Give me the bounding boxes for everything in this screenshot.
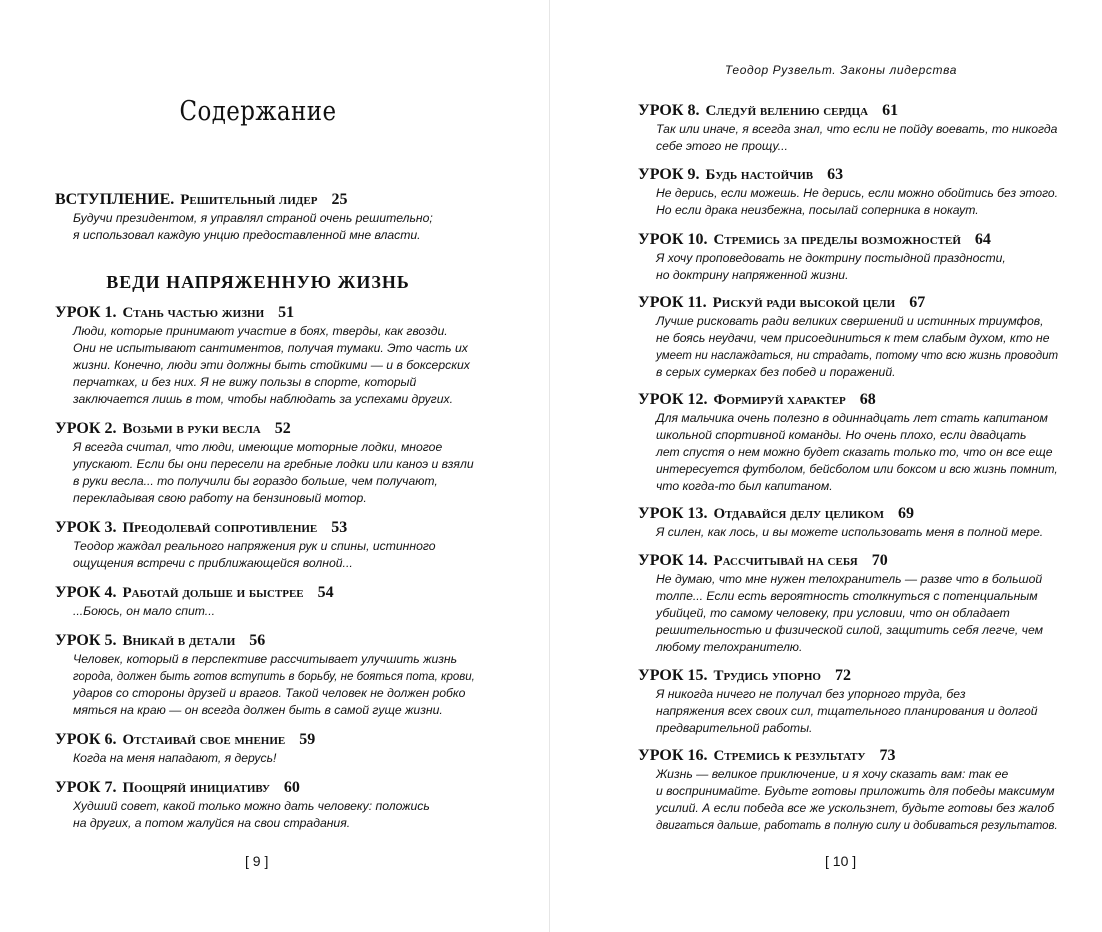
entry-label: УРОК 7. — [55, 779, 117, 796]
quote-line: на других, а потом жалуйся на свои страдания. — [73, 816, 351, 830]
toc-entry — [638, 101, 1058, 155]
entry-quote — [656, 410, 1058, 495]
toc-entry — [638, 551, 1058, 656]
page-number: [ 10 ] — [825, 853, 857, 869]
quote-line: не боясь неудачи, чем присоединиться к тем слабым духом, кто не — [656, 331, 1050, 345]
toc-entry — [638, 504, 1058, 541]
quote-line: умеет ни наслаждаться, ни страдать, потому что всю жизнь проводит — [656, 348, 1059, 362]
quote-line: ...Боюсь, он мало спит... — [73, 604, 215, 618]
entry-heading — [55, 303, 475, 323]
quote-line: что когда-то был капитаном. — [656, 479, 833, 493]
toc-entry — [55, 778, 475, 832]
entry-title: Рассчитывай на себя — [713, 553, 858, 569]
entry-quote — [656, 686, 1058, 737]
entry-page-number: 63 — [827, 166, 844, 183]
entry-label: УРОК 1. — [55, 304, 117, 321]
quote-line: Для мальчика очень полезно в одиннадцать лет стать капитаном — [656, 411, 1048, 425]
entry-label: УРОК 10. — [638, 231, 708, 248]
entry-page-number: 69 — [898, 505, 914, 522]
entry-page-number: 67 — [909, 294, 926, 311]
entry-heading — [638, 293, 1058, 313]
left-page — [0, 0, 549, 932]
quote-line: решительностью и физической силой, защитить себя легче, чем — [656, 623, 1043, 637]
entry-label: УРОК 2. — [55, 420, 117, 437]
entry-label: УРОК 8. — [638, 102, 700, 119]
toc-entry — [55, 518, 475, 572]
entry-page-number: 56 — [249, 632, 266, 649]
quote-line: Я всегда считал, что люди, имеющие моторные лодки, многое — [73, 440, 443, 454]
entry-label: УРОК 5. — [55, 632, 117, 649]
entry-label: ВСТУПЛЕНИЕ. — [55, 191, 175, 208]
entry-label: УРОК 11. — [638, 294, 707, 311]
quote-line: заключается лишь в том, чтобы наблюдать за успехами других. — [73, 392, 453, 406]
entry-title: Вникай в детали — [122, 633, 236, 649]
entry-quote — [656, 524, 1058, 541]
entry-heading — [638, 230, 1058, 250]
entry-title: Рискуй ради высокой цели — [712, 295, 896, 311]
entry-quote — [73, 603, 475, 620]
entry-quote — [656, 250, 1058, 284]
entry-label: УРОК 16. — [638, 747, 708, 764]
quote-line: толпе... Если есть вероятность столкнуться с потенциальным — [656, 589, 1038, 603]
toc-entry — [55, 730, 475, 767]
quote-line: Я хочу проповедовать не доктрину постыдной праздности, — [656, 251, 1006, 265]
quote-line: Лучше рисковать ради великих свершений и истинных триумфов, — [656, 314, 1044, 328]
quote-line: предварительной работы. — [656, 721, 813, 735]
entry-title: Преодолевай сопротивление — [122, 520, 318, 536]
entry-heading — [55, 730, 475, 750]
entry-label: УРОК 9. — [638, 166, 700, 183]
entry-title: Отдавайся делу целиком — [713, 506, 884, 522]
entry-title: Стань частью жизни — [122, 305, 265, 321]
entry-page-number: 53 — [331, 519, 348, 536]
quote-line: Но если драка неизбежна, посылай соперника в нокаут. — [656, 203, 979, 217]
toc-entry — [55, 303, 475, 408]
entry-heading — [638, 504, 1058, 524]
entry-label: УРОК 14. — [638, 552, 708, 569]
entry-quote — [73, 798, 475, 832]
quote-line: школьной спортивной команды. Но очень плохо, если двадцать — [656, 428, 1027, 442]
entry-title: Формируй характер — [713, 392, 846, 408]
toc-entry — [638, 746, 1058, 834]
entry-label: УРОК 12. — [638, 391, 708, 408]
entry-heading — [55, 583, 475, 603]
quote-line: упускают. Если бы они пересели на гребные лодки или каноэ и взяли — [73, 457, 474, 471]
quote-line: убийцей, то самому человеку, при условии, что он обладает — [656, 606, 1010, 620]
entry-title: Возьми в руки весла — [122, 421, 261, 437]
entry-page-number: 73 — [879, 747, 896, 764]
entry-page-number: 68 — [859, 391, 876, 408]
entry-heading — [638, 390, 1058, 410]
quote-line: перекладывая свою работу на бензиновый мотор. — [73, 491, 367, 505]
entry-heading — [638, 551, 1058, 571]
entry-page-number: 59 — [299, 731, 316, 748]
page-number: [ 9 ] — [245, 853, 269, 869]
entry-title: Работай дольше и быстрее — [122, 585, 304, 601]
right-page — [550, 0, 1102, 932]
entry-quote — [73, 750, 475, 767]
entry-quote — [73, 538, 475, 572]
quote-line: Не дерись, если можешь. Не дерись, если можно обойтись без этого. — [656, 186, 1058, 200]
quote-line: Не думаю, что мне нужен телохранитель — разве что в большой — [656, 572, 1043, 586]
entry-heading — [638, 746, 1058, 766]
entry-label: УРОК 13. — [638, 505, 708, 522]
entry-quote — [656, 571, 1058, 656]
entry-heading — [55, 518, 475, 538]
entry-title: Стремись к результату — [713, 748, 866, 764]
quote-line: себе этого не прощу... — [656, 139, 788, 153]
entry-quote — [73, 210, 475, 244]
quote-line: ощущения встречи с приближающейся волной... — [73, 556, 353, 570]
toc-entry — [638, 293, 1058, 381]
quote-line: любому телохранителю. — [656, 640, 803, 654]
entry-quote — [656, 185, 1058, 219]
quote-line: Я никогда ничего не получал без упорного труда, без — [656, 687, 966, 701]
entry-quote — [656, 121, 1058, 155]
quote-line: двигаться дальше, работать в полную силу и добиваться результатов. — [656, 818, 1058, 832]
toc-entry — [55, 190, 475, 244]
entry-page-number: 60 — [283, 779, 300, 796]
section-heading: ВЕДИ НАПРЯЖЕННУЮ ЖИЗНЬ — [106, 272, 410, 292]
quote-line: перчатках, и без них. Я не вижу пользы в спорте, который — [73, 375, 417, 389]
entry-label: УРОК 3. — [55, 519, 117, 536]
entry-page-number: 51 — [278, 304, 295, 321]
entry-heading — [55, 631, 475, 651]
quote-line: Они не испытывают сантиментов, получая тумаки. Это часть их — [73, 341, 468, 355]
entry-page-number: 61 — [882, 102, 899, 119]
toc-entry — [638, 165, 1058, 219]
entry-heading — [55, 419, 475, 439]
quote-line: усилий. А если победа все же ускользнет, будьте готовы без жалоб — [656, 801, 1055, 815]
entry-heading — [638, 666, 1058, 686]
entry-page-number: 25 — [331, 191, 348, 208]
entry-heading — [638, 101, 1058, 121]
quote-line: ударов со стороны друзей и врагов. Такой человек не должен робко — [73, 686, 466, 700]
toc-entry — [55, 419, 475, 507]
quote-line: Жизнь — великое приключение, и я хочу сказать вам: так ее — [656, 767, 1009, 781]
quote-line: мяться на краю — он всегда должен быть в самой гуще жизни. — [73, 703, 443, 717]
entry-quote — [73, 323, 475, 408]
entry-quote — [656, 766, 1058, 834]
quote-line: города, должен быть готов вступить в борьбу, не бояться пота, крови, — [73, 669, 475, 683]
entry-title: Трудись упорно — [713, 668, 821, 684]
toc-entry — [55, 583, 475, 620]
quote-line: Худший совет, какой только можно дать человеку: положись — [73, 799, 430, 813]
entry-page-number: 64 — [974, 231, 991, 248]
quote-line: в серых сумерках без побед и поражений. — [656, 365, 896, 379]
entry-quote — [73, 651, 475, 719]
running-head: Теодор Рузвельт. Законы лидерства — [724, 63, 957, 77]
entry-quote — [656, 313, 1058, 381]
toc-entry — [55, 631, 475, 719]
entry-label: УРОК 6. — [55, 731, 117, 748]
quote-line: Так или иначе, я всегда знал, что если не пойду воевать, то никогда — [656, 122, 1058, 136]
quote-line: Люди, которые принимают участие в боях, тверды, как гвозди. — [73, 324, 448, 338]
entry-page-number: 72 — [835, 667, 851, 684]
entry-title: Будь настойчив — [705, 167, 814, 183]
entry-heading — [638, 165, 1058, 185]
entry-title: Следуй велению сердца — [705, 103, 869, 119]
quote-line: Я силен, как лось, и вы можете использовать меня в полной мере. — [656, 525, 1044, 539]
entry-page-number: 54 — [317, 584, 334, 601]
quote-line: и воспринимайте. Будьте готовы приложить для победы максимум — [656, 784, 1055, 798]
quote-line: Теодор жаждал реального напряжения рук и спины, истинного — [73, 539, 436, 553]
entry-page-number: 70 — [871, 552, 888, 569]
quote-line: я использовал каждую унцию предоставленной мне власти. — [73, 228, 421, 242]
quote-line: Будучи президентом, я управлял страной очень решительно; — [73, 211, 433, 225]
entry-quote — [73, 439, 475, 507]
entry-title: Поощряй инициативу — [122, 780, 270, 796]
quote-line: Человек, который в перспективе рассчитывает улучшить жизнь — [73, 652, 458, 666]
entry-title: Стремись за пределы возможностей — [713, 232, 961, 248]
entry-title: Отстаивай свое мнение — [122, 732, 286, 748]
quote-line: но доктрину напряженной жизни. — [656, 268, 849, 282]
entry-heading — [55, 190, 475, 210]
toc-entry — [638, 666, 1058, 737]
quote-line: напряжения всех своих сил, тщательного планирования и долгой — [656, 704, 1038, 718]
quote-line: в руки весла... то получили бы гораздо больше, чем получают, — [73, 474, 438, 488]
quote-line: лет спустя о нем можно будет сказать только то, что он все еще — [656, 445, 1053, 459]
toc-entry — [638, 390, 1058, 495]
toc-title: Содержание — [179, 96, 337, 127]
entry-label: УРОК 15. — [638, 667, 708, 684]
quote-line: Когда на меня нападают, я дерусь! — [73, 751, 277, 765]
entry-heading — [55, 778, 475, 798]
toc-entry — [638, 230, 1058, 284]
entry-label: УРОК 4. — [55, 584, 117, 601]
entry-page-number: 52 — [274, 420, 291, 437]
quote-line: жизни. Конечно, люди эти должны быть стойкими — и в боксерских — [73, 358, 470, 372]
entry-title: Решительный лидер — [180, 192, 318, 208]
quote-line: интересуется футболом, бейсболом или боксом и всю жизнь помнит, — [656, 462, 1058, 476]
